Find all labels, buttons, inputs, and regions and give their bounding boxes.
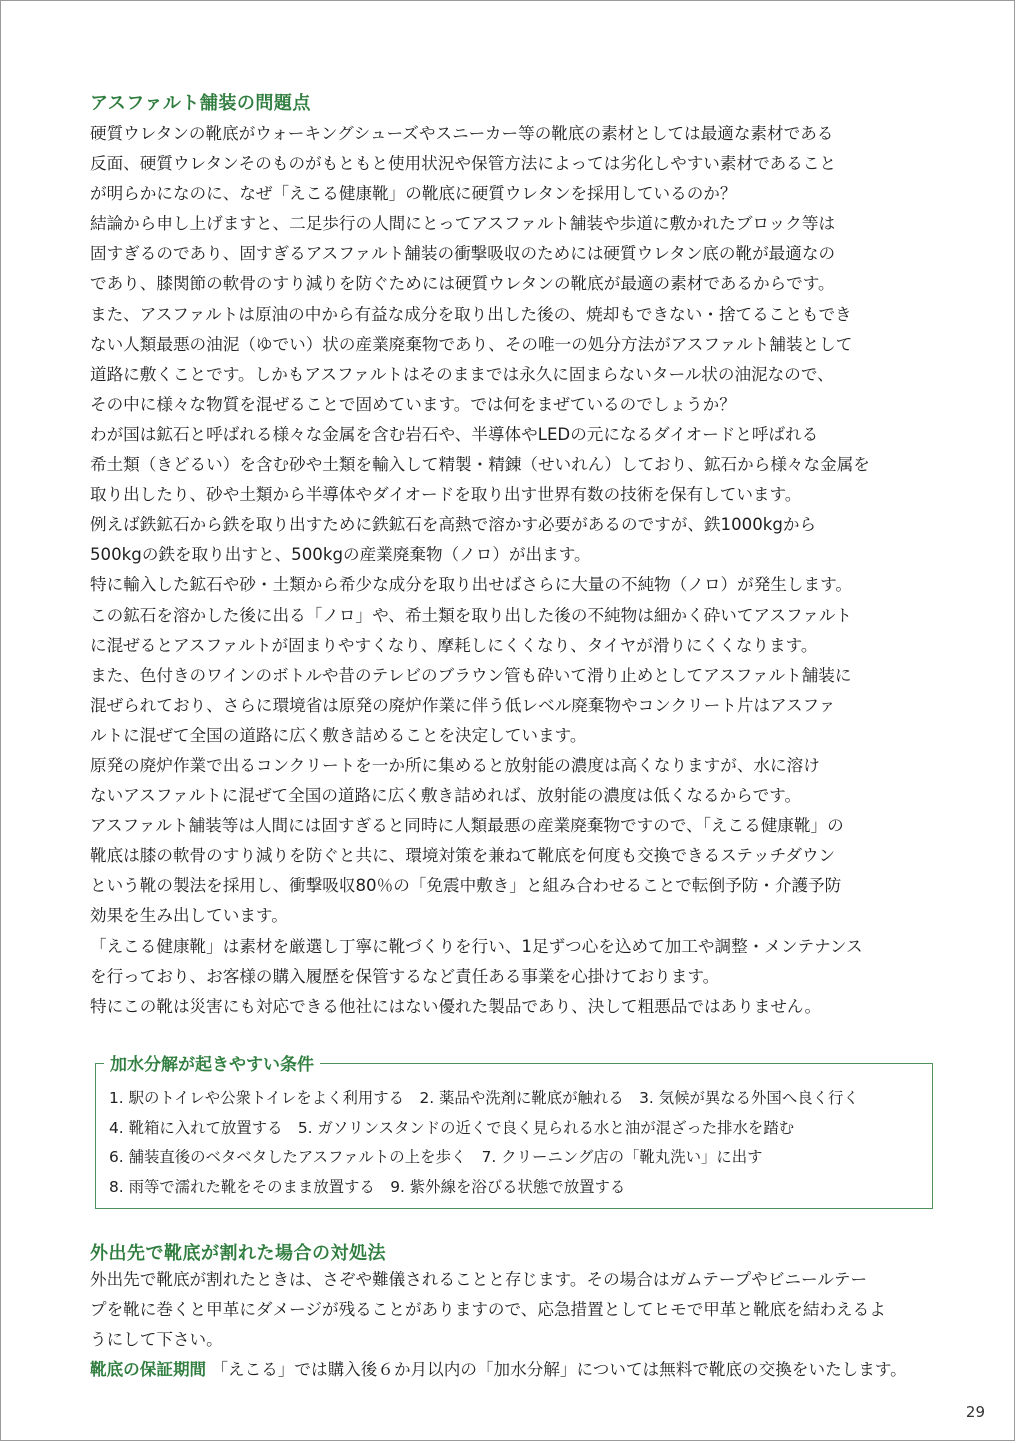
paragraph-line: 例えば鉄鉱石から鉄を取り出すために鉄鉱石を高熱で溶かす必要があるのですが、鉄1000kgから xyxy=(90,515,817,535)
paragraph-line: を行っており、お客様の購入履歴を保管するなど責任ある事業を心掛けております。 xyxy=(90,966,720,986)
section-title-broken-sole: 外出先で靴底が割れた場合の対処法 xyxy=(90,1243,386,1264)
paragraph-line: ない人類最悪の油泥（ゆでい）状の産業廃棄物であり、その唯一の処分方法がアスファルト舗装として xyxy=(90,334,853,354)
paragraph-line: また、アスファルトは原油の中から有益な成分を取り出した後の、焼却もできない・捨てることもでき xyxy=(90,304,852,324)
conditions-row: 8. 雨等で濡れた靴をそのまま放置する 9. 紫外線を浴びる状態で放置する xyxy=(109,1177,626,1196)
paragraph-line: 希土類（きどるい）を含む砂や土類を輸入して精製・精錬（せいれん）しており、鉱石から様々な金属を xyxy=(90,455,870,475)
hydrolysis-conditions-box xyxy=(95,1055,933,1209)
warranty-label: 靴底の保証期間 xyxy=(90,1360,207,1380)
paragraph-line: 「えこる健康靴」は素材を厳選し丁寧に靴づくりを行い、1足ずつ心を込めて加工や調整・メンテナンス xyxy=(90,936,863,956)
paragraph-line: 特にこの靴は災害にも対応できる他社にはない優れた製品であり、決して粗悪品ではありません。 xyxy=(90,996,822,1016)
paragraph-line: ルトに混ぜて全国の道路に広く敷き詰めることを決定しています。 xyxy=(90,725,587,745)
paragraph-line: 混ぜられており、さらに環境省は原発の廃炉作業に伴う低レベル廃棄物やコンクリート片はアスファ xyxy=(90,695,836,715)
paragraph-line: 靴底は膝の軟骨のすり減りを防ぐと共に、環境対策を兼ねて靴底を何度も交換できるステッチダウン xyxy=(90,846,836,866)
conditions-row: 4. 靴箱に入れて放置する 5. ガソリンスタンドの近くで良く見られる水と油が混ざった排水を踏む xyxy=(109,1118,795,1137)
paragraph-line: 500kgの鉄を取り出すと、500kgの産業廃棄物（ノロ）が出ます。 xyxy=(90,545,591,565)
conditions-row: 1. 駅のトイレや公衆トイレをよく利用する 2. 薬品や洗剤に靴底が触れる 3. 気候が異なる外国へ良く行く xyxy=(109,1089,859,1107)
conditions-row: 6. 舗装直後のベタベタしたアスファルトの上を歩く 7. クリーニング店の「靴丸洗い」に出す xyxy=(109,1148,763,1166)
paragraph-line: また、色付きのワインのボトルや昔のテレビのブラウン管も砕いて滑り止めとしてアスファルト舗装に xyxy=(90,665,852,685)
warranty-line xyxy=(90,1355,940,1385)
paragraph-line: 取り出したり、砂や土類から半導体やダイオードを取り出す世界有数の技術を保有しています。 xyxy=(90,485,802,505)
paragraph-line: 特に輸入した鉱石や砂・土類から希少な成分を取り出せばさらに大量の不純物（ノロ）が発生します。 xyxy=(90,575,852,595)
box-title: 加水分解が起きやすい条件 xyxy=(104,1050,320,1075)
paragraph-line: その中に様々な物質を混ぜることで固めています。では何をまぜているのでしょうか？ xyxy=(90,394,736,414)
paragraph-line: 道路に敷くことです。しかもアスファルトはそのままでは永久に固まらないタール状の油泥なので、 xyxy=(90,364,834,384)
paragraph-line: この鉱石を溶かした後に出る「ノロ」や、希土類を取り出した後の不純物は細かく砕いてアスファルト xyxy=(90,605,852,625)
paragraph-line: であり、膝関節の軟骨のすり減りを防ぐためには硬質ウレタンの靴底が最適の素材であるからです。 xyxy=(90,274,835,294)
paragraph-line: に混ぜるとアスファルトが固まりやすくなり、摩耗しにくくなり、タイヤが滑りにくくなります。 xyxy=(90,635,818,655)
page-number: 29 xyxy=(965,1403,985,1421)
warranty-text: 「えこる」では購入後６か月以内の「加水分解」については無料で靴底の交換をいたします。 xyxy=(211,1360,907,1380)
paragraph-line: が明らかになのに、なぜ「えこる健康靴」の靴底に硬質ウレタンを採用しているのか？ xyxy=(90,184,737,204)
paragraph-line: 外出先で靴底が割れたときは、さぞや難儀されることと存じます。その場合はガムテープやビニールテー xyxy=(90,1270,868,1289)
conditions-list xyxy=(109,1084,929,1202)
paragraph-line: 効果を生み出しています。 xyxy=(90,906,288,926)
paragraph-line: プを靴に巻くと甲革にダメージが残ることがありますので、応急措置としてヒモで甲革と靴底を結わえるよ xyxy=(90,1300,886,1320)
paragraph-line: 硬質ウレタンの靴底がウォーキングシューズやスニーカー等の靴底の素材としては最適な素材である xyxy=(90,124,834,143)
paragraph-line: わが国は鉱石と呼ばれる様々な金属を含む岩石や、半導体やLEDの元になるダイオードと呼ばれる xyxy=(90,424,819,444)
section-body-asphalt-problems xyxy=(90,119,940,1022)
paragraph-line: ないアスファルトに混ぜて全国の道路に広く敷き詰めれば、放射能の濃度は低くなるからです。 xyxy=(90,786,802,806)
paragraph-line: 反面、硬質ウレタンそのものがもともと使用状況や保管方法によっては劣化しやすい素材であること xyxy=(90,154,837,174)
paragraph-line: 結論から申し上げますと、二足歩行の人間にとってアスファルト舗装や歩道に敷かれたブロック等は xyxy=(90,214,836,234)
paragraph-line: 固すぎるのであり、固すぎるアスファルト舗装の衝撃吸収のためには硬質ウレタン底の靴が最適なの xyxy=(90,244,836,264)
section-body-broken-sole xyxy=(90,1265,940,1385)
paragraph-line: うにして下さい。 xyxy=(90,1330,223,1350)
paragraph-line: 原発の廃炉作業で出るコンクリートを一か所に集めると放射能の濃度は高くなりますが、水に溶け xyxy=(90,755,820,775)
section-title-asphalt-problems: アスファルト舗装の問題点 xyxy=(90,93,311,114)
paragraph-line: という靴の製法を採用し、衝撃吸収80％の「免震中敷き」と組み合わせることで転倒予防・介護予防 xyxy=(90,876,842,896)
paragraph-line: アスファルト舗装等は人間には固すぎると同時に人類最悪の産業廃棄物ですので、「えこる健康靴」の xyxy=(90,816,844,836)
